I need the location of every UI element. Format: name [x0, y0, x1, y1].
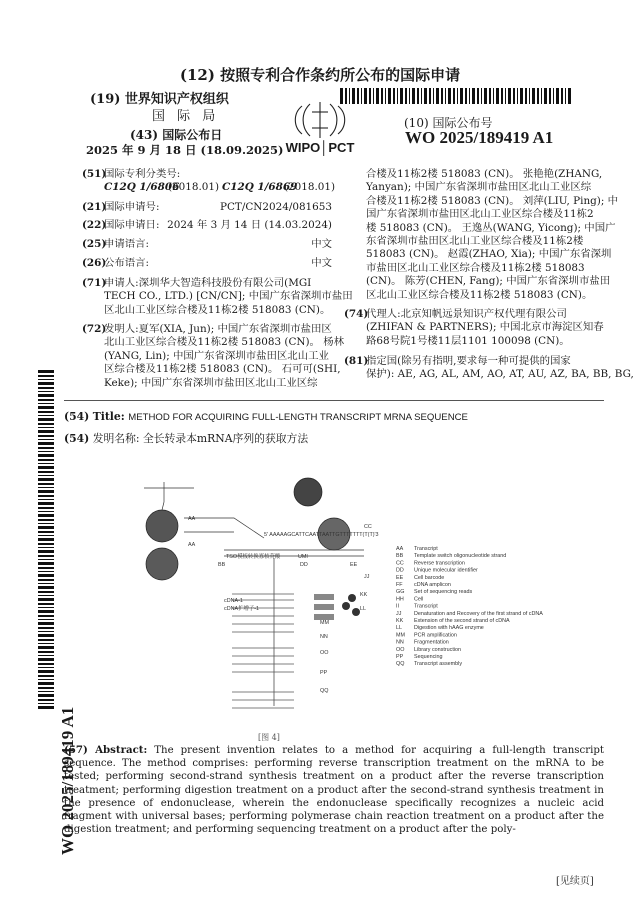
abstract-text: The present invention relates to a method for acquiring a full-length transcript sequence. The method comprises: performing reverse transcription treatment on the mRNA to be tested; performing second-strand synthesis treatment on a product after the reverse transcription treatment; performing digestion treatment on a product after the second-strand synthesis treatment in the presence of endonuclease, wherein the endonuclease specifically recognizes a nucleic acid fragment with universal bases; performing polymerase chain reaction treatment on a product after the digestion treatment; and performing sequencing treatment on a product after the poly-	[64, 745, 604, 836]
ipc-class-2: C12Q 1/6869	[222, 181, 298, 193]
field-code: (22)	[82, 219, 107, 231]
legend-code: GG	[396, 589, 405, 596]
legend-text: Denaturation and Recovery of the first strand of cDNA	[414, 610, 543, 617]
legend-code: AA	[396, 546, 404, 552]
inventor-line: 518083 (CN)。 赵霞(ZHAO, Xia); 中国广东省深圳	[366, 248, 612, 261]
inventor-line: 北山工业区综合楼及11栋2楼 518083 (CN)。 杨林	[104, 336, 345, 349]
title-label: Title:	[92, 410, 125, 423]
legend-code: OO	[396, 646, 405, 653]
field-code: (81)	[344, 355, 369, 367]
fig-label: 5' AAAAAGCATTCAATTAATTGTTTTTTT(T(T)'3	[264, 532, 379, 538]
publication-date: 2025 年 9 月 18 日 (18.09.2025)	[86, 143, 284, 157]
field-code: (25)	[82, 238, 107, 250]
field-74-agent	[344, 308, 606, 350]
title-english	[64, 410, 468, 423]
inventor-line: 楼 518083 (CN)。 王逸丛(WANG, Yicong); 中国广	[366, 221, 616, 234]
process-figure	[124, 478, 543, 730]
field-label: 国际申请号:	[104, 201, 160, 213]
ipc-class-1-date: (2018.01)	[168, 181, 220, 193]
inventor-line: 合楼及11栋2楼 518083 (CN)。 刘萍(LIU, Ping); 中	[366, 194, 619, 207]
logo-text: WIPO│PCT	[285, 140, 355, 155]
legend-text: Set of sequencing reads	[414, 589, 473, 596]
fig-label: KK	[360, 592, 368, 598]
ipc-class-1: C12Q 1/6806	[104, 181, 180, 193]
flow-arrow	[184, 518, 264, 538]
abstract	[64, 744, 604, 836]
legend-code: II	[396, 603, 399, 610]
designated-states-line: 保护): AE, AG, AL, AM, AO, AT, AU, AZ, BA, BB, BG,	[366, 368, 634, 381]
cell-circle	[146, 548, 178, 580]
field-code: (21)	[82, 201, 107, 213]
ipc-class-2-date: (2018.01)	[284, 181, 336, 193]
agent-line: 路68号院1号楼11层1101 100098 (CN)。	[366, 334, 570, 347]
fig-label: CC	[364, 524, 372, 530]
filing-date: 2024 年 3 月 14 日 (14.03.2024)	[167, 219, 332, 231]
fig-label: NN	[320, 634, 328, 640]
fig-label: BB	[218, 562, 226, 568]
applicant-line: 区北山工业区综合楼及11栋2楼 518083 (CN)。	[104, 303, 331, 316]
title-code: (54)	[64, 432, 90, 445]
field-51	[82, 168, 336, 198]
field-label: 国际申请日:	[104, 219, 160, 231]
legend-code: QQ	[396, 661, 405, 668]
inventor-line: 区北山工业区综合楼及11栋2楼 518083 (CN)。	[366, 288, 593, 301]
field-code: (74)	[344, 308, 369, 320]
inventor-line: Yanyan); 中国广东省深圳市盐田区北山工业区综	[366, 181, 592, 194]
legend-text: Cell barcode	[414, 574, 445, 581]
section-divider	[64, 400, 604, 401]
fig-label: DD	[300, 562, 308, 568]
field-72-inventors	[82, 323, 344, 393]
filing-language: 中文	[311, 238, 332, 250]
title-text: METHOD FOR ACQUIRING FULL-LENGTH TRANSCRIPT MRNA SEQUENCE	[128, 412, 468, 423]
continued-on-next-page: [见续页]	[556, 876, 594, 887]
fig-label: cDNA扩增子-1	[224, 606, 260, 612]
inventors-continued	[366, 168, 619, 302]
legend-text: Digestion with hAAG enzyme	[414, 625, 484, 632]
legend-text: Fragmentation	[414, 639, 449, 646]
fig-label: MM	[320, 620, 329, 626]
legend-text: PCR amplification	[414, 632, 457, 639]
publication-language: 中文	[311, 257, 332, 269]
side-barcode-image	[38, 370, 54, 710]
cell-circle	[146, 510, 178, 542]
designated-states-line: 指定国(除另有指明,要求每一种可提供的国家	[366, 355, 571, 367]
fig-label: cDNA-1	[224, 598, 243, 604]
organization-name: (19) 世界知识产权组织	[90, 92, 229, 107]
agent-line: (ZHIFAN & PARTNERS); 中国北京市海淀区知春	[366, 321, 604, 334]
inventor-line: (YANG, Lin); 中国广东省深圳市盐田区北山工业	[104, 349, 329, 362]
legend-text: cDNA amplicon	[414, 582, 451, 588]
field-25	[82, 238, 332, 252]
fig-label: AA	[188, 516, 196, 522]
title-code: (54)	[64, 410, 90, 423]
inventor-line: 国广东省深圳市盐田区北山工业区综合楼及11栋2	[366, 208, 594, 221]
field-code: (26)	[82, 257, 107, 269]
field-71-applicant	[82, 277, 353, 319]
abstract-label: (57) Abstract:	[64, 744, 148, 756]
legend-text: Transcript	[414, 603, 438, 610]
inventor-line: 东省深圳市盐田区北山工业区综合楼及11栋2楼	[366, 235, 584, 248]
field-81-designated-states	[344, 355, 634, 383]
top-barcode-image	[340, 88, 570, 104]
agent-line: 代理人:北京知帆远景知识产权代理有限公司	[366, 308, 567, 320]
legend-code: HH	[396, 596, 404, 603]
applicant-line: 申请人:深圳华大智造科技股份有限公司(MGI	[104, 277, 312, 289]
publication-number-label: (10) 国际公布号	[404, 116, 493, 130]
document-heading: (12) 按照专利合作条约所公布的国际申请	[179, 66, 461, 84]
legend-code: FF	[396, 582, 403, 588]
side-publication-number: WO 2025/189419 A1	[58, 706, 77, 855]
field-label: 公布语言:	[104, 257, 150, 269]
inventor-line: 发明人:夏军(XIA, Jun); 中国广东省深圳市盐田区	[104, 323, 332, 335]
legend-code: BB	[396, 553, 404, 560]
title-chinese	[64, 431, 308, 446]
legend-code: EE	[396, 574, 404, 581]
inventor-line: (CN)。 陈芳(CHEN, Fang); 中国广东省深圳市盐田	[366, 275, 611, 288]
fig-label: TSO模板转换寡核苷酸	[226, 554, 281, 560]
field-code: (72)	[82, 323, 107, 335]
title-text: 全长转录本mRNA序列的获取方法	[142, 432, 309, 445]
field-21	[82, 201, 332, 215]
legend-text: Transcript	[414, 546, 438, 552]
legend-code: NN	[396, 639, 404, 646]
field-code: (71)	[82, 277, 107, 289]
pipette-shape	[144, 482, 194, 510]
organization-bureau: 国 际 局	[152, 109, 220, 124]
legend-code: DD	[396, 567, 404, 574]
fig-label: QQ	[320, 688, 329, 694]
figure-caption: [图 4]	[258, 733, 280, 742]
inventor-line: 合楼及11栋2楼 518083 (CN)。 张艳艳(ZHANG,	[366, 168, 603, 180]
legend-code: JJ	[396, 610, 402, 617]
cell-circle	[294, 478, 322, 506]
publication-date-label: (43) 国际公布日	[130, 128, 223, 142]
applicant-line: TECH CO., LTD.) [CN/CN]; 中国广东省深圳市盐田	[104, 290, 353, 303]
field-26	[82, 257, 332, 271]
fig-label: UMI	[298, 554, 308, 560]
legend-text: Reverse transcription	[414, 560, 465, 567]
legend-text: Unique molecular identifier	[414, 567, 478, 574]
field-label: 国际专利分类号:	[104, 168, 181, 180]
field-label: 申请语言:	[104, 238, 150, 250]
fig-label: PP	[320, 670, 328, 676]
fig-label: LL	[360, 606, 366, 612]
legend-text: Library construction	[414, 646, 462, 653]
inventor-line: Keke); 中国广东省深圳市盐田区北山工业区综	[104, 376, 318, 389]
legend-code: PP	[396, 654, 404, 660]
fig-label: OO	[320, 650, 329, 656]
inventor-line: 市盐田区北山工业区综合楼及11栋2楼 518083	[366, 261, 585, 274]
fig-label: JJ	[364, 574, 370, 580]
legend-code: CC	[396, 560, 404, 567]
fig-label: AA	[188, 542, 196, 548]
legend-code: LL	[396, 625, 402, 632]
legend-text: Cell	[414, 596, 424, 603]
legend-text: Extension of the second strand of cDNA	[414, 618, 510, 624]
inventor-line: 区综合楼及11栋2楼 518083 (CN)。 石可可(SHI,	[104, 363, 341, 376]
legend-text: Sequencing	[414, 654, 443, 660]
application-number: PCT/CN2024/081653	[219, 201, 332, 213]
legend-code: MM	[396, 632, 405, 639]
title-label: 发明名称:	[92, 432, 140, 445]
legend-text: Template switch oligonucleotide strand	[414, 553, 507, 560]
legend-code: KK	[396, 618, 404, 624]
field-22	[82, 219, 332, 233]
publication-number: WO 2025/189419 A1	[405, 128, 554, 147]
legend-text: Transcript assembly	[414, 661, 463, 668]
fig-label: EE	[350, 562, 358, 568]
field-code: (51)	[82, 168, 107, 180]
wipo-logo	[272, 100, 368, 156]
